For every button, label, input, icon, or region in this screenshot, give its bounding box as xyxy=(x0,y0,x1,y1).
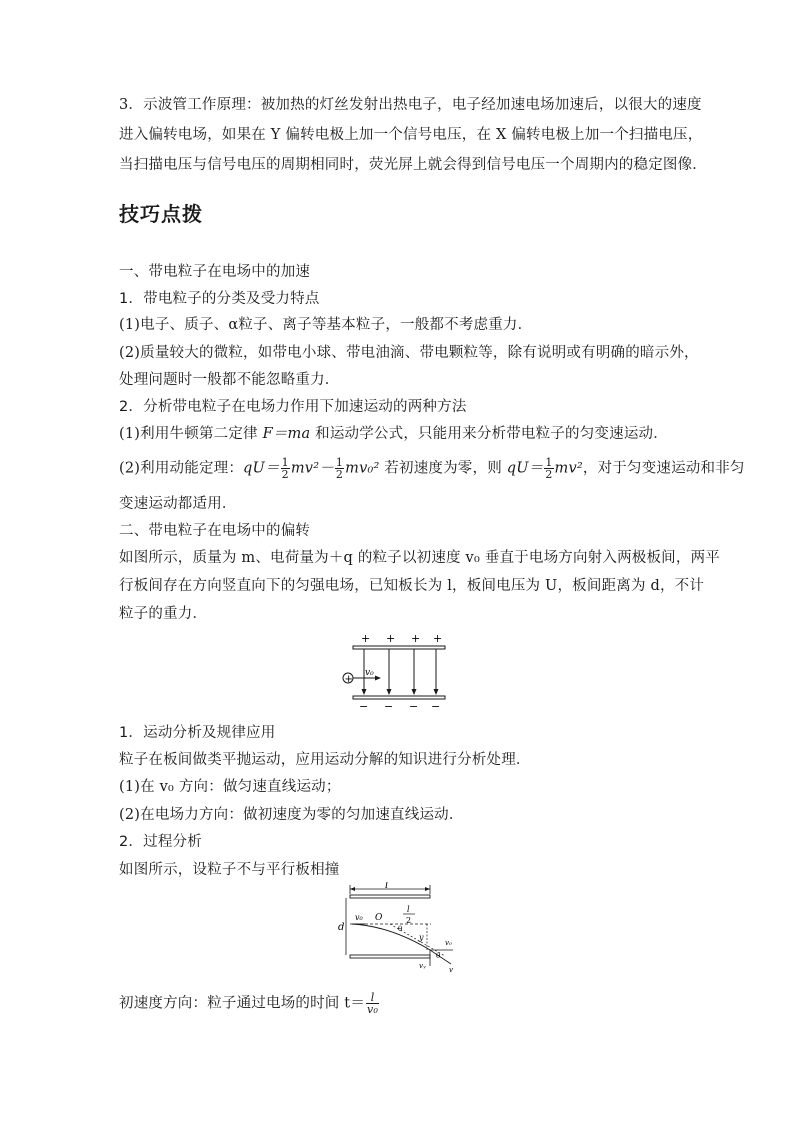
v0-label: v₀ xyxy=(355,913,363,922)
minus-sign: − xyxy=(431,700,441,712)
section1-method1 xyxy=(119,424,679,444)
plus-sign: + xyxy=(433,632,443,645)
section1-subtitle2: 2．分析带电粒子在电场力作用下加速运动的两种方法 xyxy=(119,399,467,415)
O-label: O xyxy=(375,913,383,923)
exit-v0-label: v₀ xyxy=(445,939,452,947)
section2-subtitle1: 1．运动分析及规律应用 xyxy=(119,725,276,741)
l-label: l xyxy=(385,882,389,891)
dim-arrow-left xyxy=(350,887,355,891)
plus-sign: + xyxy=(386,632,396,645)
section2-subtitle2: 2．过程分析 xyxy=(119,834,202,850)
v0-label: v₀ xyxy=(365,668,374,678)
newton-formula: F＝ma xyxy=(262,426,311,442)
y-label: y xyxy=(419,933,424,942)
fraction-half: $\frac{1}{2}$ xyxy=(281,456,289,481)
section1-method2 xyxy=(119,456,745,481)
particle-charge: + xyxy=(344,674,353,685)
section2-text1: 粒子在板间做类平抛运动，应用运动分解的知识进行分析处理． xyxy=(119,752,531,768)
method2-middle: 若初速度为零，则 xyxy=(379,460,507,477)
section2-para-line2: 行板间存在方向竖直向下的匀强电场，已知板长为 l，板间电压为 U，板间距离为 d，不计 xyxy=(119,578,705,594)
plus-sign: + xyxy=(361,632,371,645)
plus-sign: + xyxy=(411,632,421,645)
section1-item2-line1: (2)质量较大的微粒，如带电小球、带电油滴、带电颗粒等，除有说明或有明确的暗示外， xyxy=(119,345,699,361)
method2-prefix: (2)利用动能定理： xyxy=(119,460,244,477)
section2-title: 二、带电粒子在电场中的偏转 xyxy=(119,523,311,539)
theta-label-2: θ xyxy=(436,952,441,960)
top-plate xyxy=(350,895,430,898)
section1-item2-line2: 处理问题时一般都不能忽略重力． xyxy=(119,372,340,388)
field-lines xyxy=(364,649,436,694)
fraction-half: $\frac{1}{2}$ xyxy=(545,456,553,481)
time-formula-prefix: 初速度方向：粒子通过电场的时间 t＝ xyxy=(119,995,366,1012)
bottom-plate xyxy=(353,696,445,699)
section2-para-line3: 粒子的重力． xyxy=(119,606,208,622)
section1-item1: (1)电子、质子、α粒子、离子等基本粒子，一般都不考虑重力． xyxy=(119,317,533,333)
parallel-plates-figure xyxy=(335,630,455,712)
half-den: 2 xyxy=(406,916,412,925)
d-label: d xyxy=(338,922,345,933)
method1-suffix: 和运动学公式，只能用来分析带电粒子的匀变速运动． xyxy=(310,426,668,442)
para3-line3: 当扫描电压与信号电压的周期相同时，荧光屏上就会得到信号电压一个周期内的稳定图像． xyxy=(119,157,707,173)
deflection-figure xyxy=(335,882,465,974)
formula-mv02: mv₀² xyxy=(345,460,380,477)
section1-subtitle1: 1．带电粒子的分类及受力特点 xyxy=(119,291,320,307)
method1-prefix: (1)利用牛顿第二定律 xyxy=(119,426,263,442)
minus-sign: − xyxy=(409,700,419,712)
section2-text3: (2)在电场力方向：做初速度为零的匀加速直线运动． xyxy=(119,807,464,823)
formula-qU2: qU＝ xyxy=(506,460,544,477)
v-arrow xyxy=(430,950,451,964)
section2-text4: 如图所示，设粒子不与平行板相撞 xyxy=(119,862,340,878)
fraction-half: $\frac{1}{2}$ xyxy=(335,456,344,481)
top-plate xyxy=(353,646,445,649)
field-arrowheads xyxy=(362,689,439,695)
method2-suffix: ，对于匀变速运动和非匀 xyxy=(582,460,745,477)
velocity-arrowhead xyxy=(375,676,381,681)
section1-title: 一、带电粒子在电场中的加速 xyxy=(119,264,311,280)
section1-method2-line2: 变速运动都适用． xyxy=(119,496,237,512)
formula-mv2b: mv² xyxy=(554,460,583,477)
half-num: l xyxy=(407,905,410,914)
para3-line1: 3．示波管工作原理：被加热的灯丝发射出热电子，电子经加速电场加速后，以很大的速度 xyxy=(119,97,702,113)
fraction-l-over-v0: $\frac{l}{\text{v₀}}$ xyxy=(367,991,379,1016)
vy-label: vᵧ xyxy=(419,962,426,970)
para3-line2: 进入偏转电场，如果在 Y 偏转电极上加一个信号电压，在 X 偏转电极上加一个扫描电压， xyxy=(119,127,703,143)
theta-label-1: θ xyxy=(398,925,403,933)
section2-text5 xyxy=(119,992,679,1015)
dim-arrow-right xyxy=(425,887,430,891)
v-label: v xyxy=(449,966,453,974)
formula-mv2: mv²－ xyxy=(290,460,334,477)
section2-text2: (1)在 v₀ 方向：做匀速直线运动； xyxy=(119,779,341,795)
section-heading: 技巧点拨 xyxy=(119,202,203,226)
section2-para-line1: 如图所示，质量为 m、电荷量为＋q 的粒子以初速度 v₀ 垂直于电场方向射入两极板间，两平 xyxy=(119,550,720,566)
minus-sign: − xyxy=(359,700,369,712)
formula-qU: qU＝ xyxy=(243,460,280,477)
minus-sign: − xyxy=(384,700,394,712)
bottom-plate xyxy=(350,955,430,958)
